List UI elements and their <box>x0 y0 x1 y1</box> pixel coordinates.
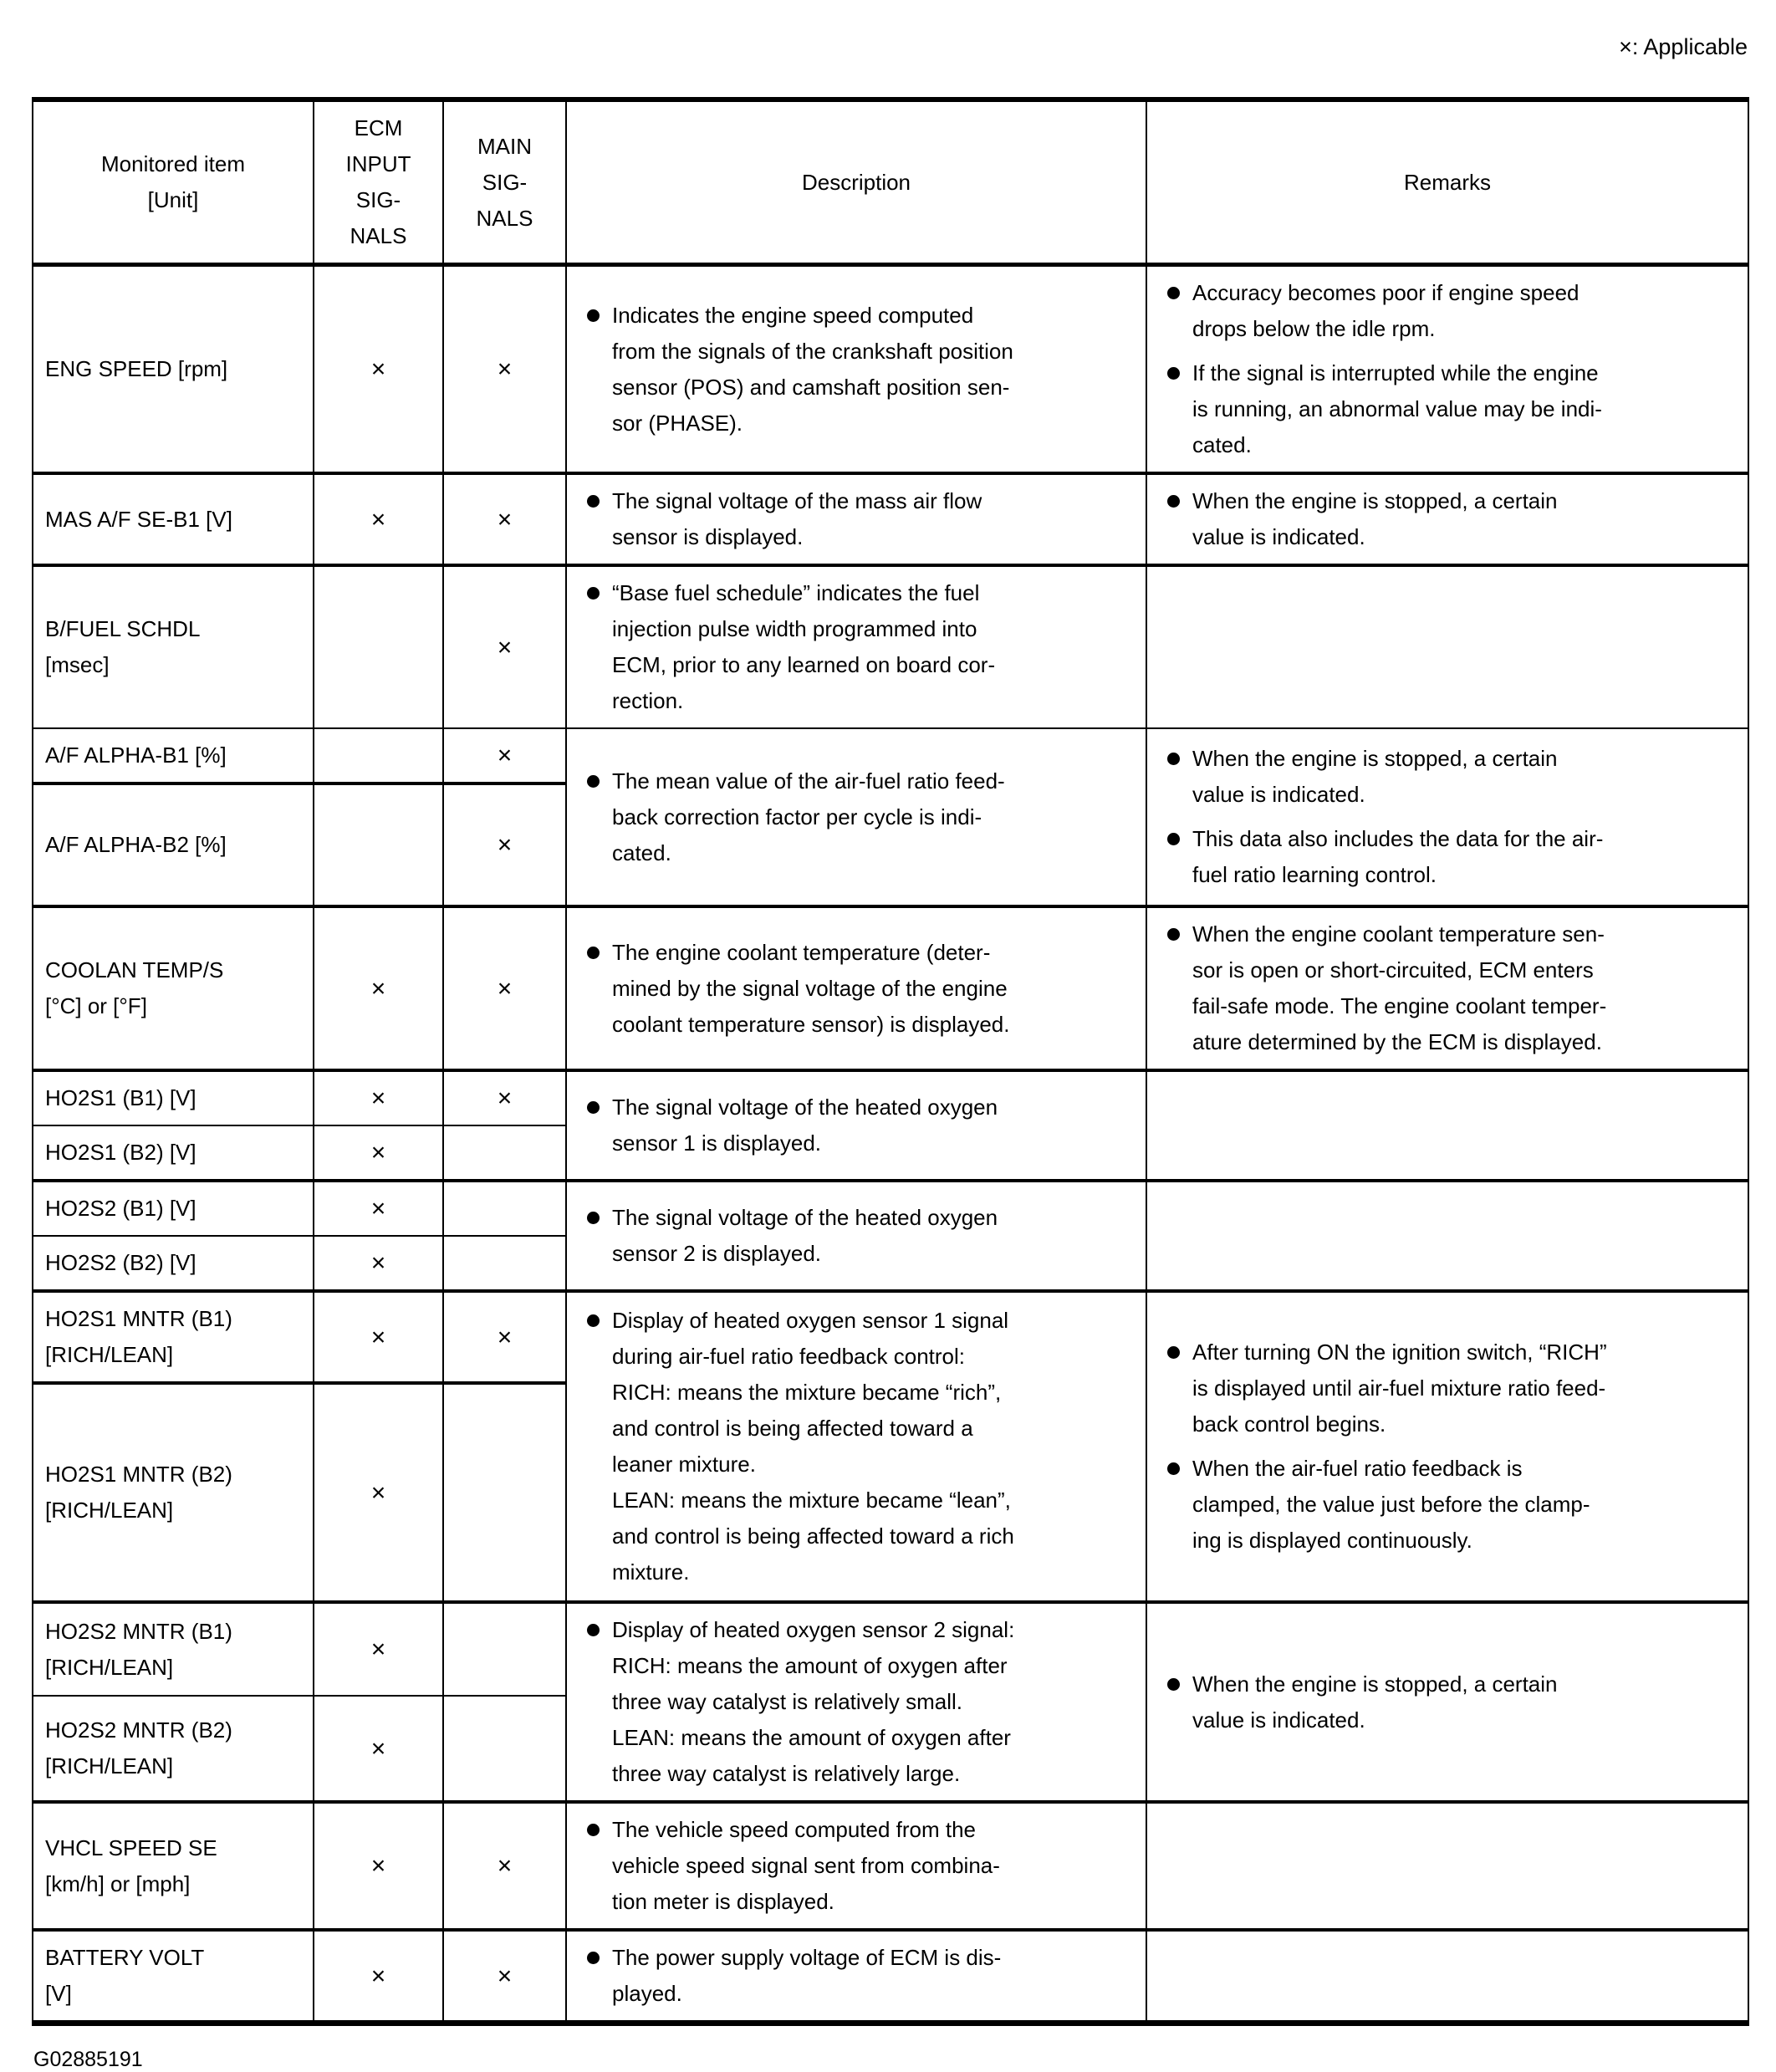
ecm-input-signal-cell: × <box>314 1930 443 2024</box>
main-signal-cell: × <box>443 1070 566 1125</box>
ecm-input-signal-cell: × <box>314 1696 443 1802</box>
bullet-item <box>1167 741 1736 813</box>
main-signal-cell <box>443 1125 566 1181</box>
bullet-text: Indicates the engine speed computed from the signals of the crankshaft position sensor (POS) and camshaft position sen- sor (PHASE). <box>612 302 1013 436</box>
remarks-cell <box>1146 1181 1748 1291</box>
main-signal-cell <box>443 1383 566 1602</box>
remarks-cell <box>1146 1930 1748 2024</box>
remarks-cell <box>1146 473 1748 565</box>
bullet-icon <box>1167 287 1180 299</box>
bullet-item <box>587 935 1134 1043</box>
bullet-item <box>587 298 1134 441</box>
table-row <box>33 565 1748 728</box>
description-cell <box>566 1930 1146 2024</box>
monitored-item-cell: HO2S2 MNTR (B1) [RICH/LEAN] <box>33 1602 314 1696</box>
table-row <box>33 1291 1748 1383</box>
remarks-cell <box>1146 728 1748 906</box>
bullet-icon <box>1167 1346 1180 1359</box>
bullet-icon <box>587 947 600 959</box>
monitored-item-cell: HO2S2 MNTR (B2) [RICH/LEAN] <box>33 1696 314 1802</box>
table-row <box>33 1181 1748 1236</box>
bullet-text: This data also includes the data for the air- fuel ratio learning control. <box>1192 826 1604 887</box>
main-signal-cell <box>443 1236 566 1291</box>
bullet-icon <box>1167 833 1180 845</box>
main-signal-cell: × <box>443 1291 566 1383</box>
table-header <box>33 100 1748 265</box>
bullet-icon <box>587 775 600 788</box>
bullet-text: The power supply voltage of ECM is dis- played. <box>612 1945 1002 2006</box>
ecm-input-signal-cell: × <box>314 906 443 1070</box>
monitored-item-cell: VHCL SPEED SE [km/h] or [mph] <box>33 1802 314 1930</box>
remarks-cell <box>1146 1070 1748 1181</box>
bullet-icon <box>1167 1678 1180 1691</box>
remarks-cell <box>1146 265 1748 474</box>
bullet-item <box>587 1090 1134 1161</box>
bullet-text: The signal voltage of the heated oxygen sensor 2 is displayed. <box>612 1205 998 1266</box>
column-header-ecm-input-signals: ECM INPUT SIG- NALS <box>314 100 443 265</box>
main-signal-cell: × <box>443 265 566 474</box>
header-row <box>33 100 1748 265</box>
ecm-input-signal-cell: × <box>314 1383 443 1602</box>
ecm-input-signal-cell <box>314 728 443 783</box>
remarks-cell <box>1146 1802 1748 1930</box>
bullet-item <box>587 575 1134 719</box>
remarks-cell <box>1146 1602 1748 1802</box>
table-row <box>33 728 1748 783</box>
monitored-item-cell: B/FUEL SCHDL [msec] <box>33 565 314 728</box>
bullet-item <box>587 763 1134 871</box>
bullet-text: Display of heated oxygen sensor 1 signal during air-fuel ratio feedback control: RICH: means the mixture became “rich”, and control is being affected toward a leaner mixture. LEAN: means the mixture became “lean”, and control is being affected toward a rich mixture. <box>612 1308 1014 1585</box>
bullet-icon <box>1167 367 1180 380</box>
bullet-item <box>1167 1666 1736 1738</box>
ecm-input-signal-cell: × <box>314 1602 443 1696</box>
table-row <box>33 473 1748 565</box>
main-signal-cell: × <box>443 1930 566 2024</box>
monitored-item-cell: HO2S1 MNTR (B1) [RICH/LEAN] <box>33 1291 314 1383</box>
bullet-text: Accuracy becomes poor if engine speed drops below the idle rpm. <box>1192 280 1580 341</box>
description-cell <box>566 1802 1146 1930</box>
bullet-item <box>587 1940 1134 2012</box>
applicable-note: ×: Applicable <box>1619 34 1748 59</box>
main-signal-cell <box>443 1696 566 1802</box>
description-cell <box>566 906 1146 1070</box>
bullet-icon <box>587 1624 600 1636</box>
bullet-icon <box>587 587 600 600</box>
monitored-item-cell: MAS A/F SE-B1 [V] <box>33 473 314 565</box>
bullet-text: The engine coolant temperature (deter- mined by the signal voltage of the engine coolant temperature sensor) is displayed. <box>612 939 1010 1037</box>
monitored-item-cell: A/F ALPHA-B2 [%] <box>33 783 314 906</box>
bullet-item <box>1167 1335 1736 1442</box>
main-signal-cell: × <box>443 565 566 728</box>
monitored-items-table <box>32 97 1749 2026</box>
main-signal-cell: × <box>443 728 566 783</box>
bullet-text: After turning ON the ignition switch, “RICH” is displayed until air-fuel mixture ratio feed- back control begins. <box>1192 1340 1607 1437</box>
bullet-text: The mean value of the air-fuel ratio feed- back correction factor per cycle is indi- cated. <box>612 768 1005 865</box>
monitored-item-cell: ENG SPEED [rpm] <box>33 265 314 474</box>
table-body <box>33 265 1748 2024</box>
monitored-item-cell: HO2S1 MNTR (B2) [RICH/LEAN] <box>33 1383 314 1602</box>
bullet-text: When the engine is stopped, a certain value is indicated. <box>1192 488 1558 549</box>
bullet-item <box>587 1200 1134 1272</box>
ecm-input-signal-cell <box>314 565 443 728</box>
main-signal-cell: × <box>443 906 566 1070</box>
column-header-description: Description <box>566 100 1146 265</box>
bullet-icon <box>1167 495 1180 508</box>
main-signal-cell: × <box>443 1802 566 1930</box>
monitored-item-cell: HO2S1 (B1) [V] <box>33 1070 314 1125</box>
column-header-monitored-item: Monitored item [Unit] <box>33 100 314 265</box>
description-cell <box>566 728 1146 906</box>
bullet-item <box>587 483 1134 555</box>
figure-id: G02885191 <box>33 2048 143 2071</box>
table-row <box>33 906 1748 1070</box>
table-row <box>33 1930 1748 2024</box>
description-cell <box>566 1181 1146 1291</box>
table-row <box>33 1602 1748 1696</box>
bullet-text: When the engine is stopped, a certain value is indicated. <box>1192 746 1558 807</box>
bullet-item <box>1167 916 1736 1060</box>
ecm-input-signal-cell: × <box>314 1125 443 1181</box>
bullet-icon <box>587 1212 600 1224</box>
remarks-cell <box>1146 906 1748 1070</box>
bullet-item <box>587 1812 1134 1920</box>
bullet-text: If the signal is interrupted while the engine is running, an abnormal value may be indi- cated. <box>1192 360 1602 457</box>
description-cell <box>566 473 1146 565</box>
bullet-text: When the air-fuel ratio feedback is clamped, the value just before the clamp- ing is displayed continuously. <box>1192 1456 1590 1553</box>
description-cell <box>566 1070 1146 1181</box>
ecm-input-signal-cell: × <box>314 1291 443 1383</box>
ecm-input-signal-cell: × <box>314 1236 443 1291</box>
bullet-icon <box>587 495 600 508</box>
monitored-item-cell: HO2S2 (B2) [V] <box>33 1236 314 1291</box>
remarks-cell <box>1146 1291 1748 1602</box>
description-cell <box>566 1291 1146 1602</box>
main-signal-cell: × <box>443 473 566 565</box>
monitored-item-cell: HO2S1 (B2) [V] <box>33 1125 314 1181</box>
bullet-icon <box>587 309 600 322</box>
main-signal-cell <box>443 1602 566 1696</box>
main-signal-cell <box>443 1181 566 1236</box>
monitored-item-cell: A/F ALPHA-B1 [%] <box>33 728 314 783</box>
bullet-icon <box>587 1314 600 1327</box>
ecm-input-signal-cell: × <box>314 473 443 565</box>
bullet-item <box>1167 483 1736 555</box>
bullet-text: “Base fuel schedule” indicates the fuel injection pulse width programmed into ECM, prior to any learned on board cor- rection. <box>612 580 996 713</box>
ecm-input-signal-cell <box>314 783 443 906</box>
bullet-text: The signal voltage of the mass air flow sensor is displayed. <box>612 488 982 549</box>
ecm-input-signal-cell: × <box>314 1070 443 1125</box>
bullet-item <box>1167 1451 1736 1559</box>
main-signal-cell: × <box>443 783 566 906</box>
bullet-text: When the engine coolant temperature sen- sor is open or short-circuited, ECM enters fail-safe mode. The engine coolant temper- ature determined by the ECM is displayed. <box>1192 921 1607 1054</box>
ecm-input-signal-cell: × <box>314 1181 443 1236</box>
bullet-item <box>1167 821 1736 893</box>
description-cell <box>566 565 1146 728</box>
column-header-remarks: Remarks <box>1146 100 1748 265</box>
monitored-item-cell: COOLAN TEMP/S [°C] or [°F] <box>33 906 314 1070</box>
ecm-input-signal-cell: × <box>314 265 443 474</box>
remarks-cell <box>1146 565 1748 728</box>
description-cell <box>566 265 1146 474</box>
ecm-input-signal-cell: × <box>314 1802 443 1930</box>
bullet-icon <box>1167 928 1180 941</box>
bullet-icon <box>1167 1462 1180 1475</box>
bullet-item <box>1167 355 1736 463</box>
column-header-main-signals: MAIN SIG- NALS <box>443 100 566 265</box>
monitored-item-cell: BATTERY VOLT [V] <box>45 1945 205 2006</box>
table-row <box>33 1802 1748 1930</box>
bullet-item <box>587 1303 1134 1590</box>
table-row <box>33 1070 1748 1125</box>
bullet-icon <box>587 1824 600 1836</box>
table-row <box>33 265 1748 474</box>
bullet-icon <box>587 1952 600 1964</box>
bullet-icon <box>587 1101 600 1114</box>
bullet-icon <box>1167 753 1180 765</box>
bullet-text: When the engine is stopped, a certain value is indicated. <box>1192 1671 1558 1733</box>
bullet-item <box>587 1612 1134 1792</box>
bullet-text: The signal voltage of the heated oxygen sensor 1 is displayed. <box>612 1095 998 1156</box>
description-cell <box>566 1602 1146 1802</box>
bullet-item <box>1167 275 1736 347</box>
bullet-text: Display of heated oxygen sensor 2 signal: RICH: means the amount of oxygen after three way catalyst is relatively small. LEAN: means the amount of oxygen after three way catalyst is relatively large. <box>612 1617 1015 1786</box>
bullet-text: The vehicle speed computed from the vehicle speed signal sent from combina- tion meter is displayed. <box>612 1817 1000 1914</box>
monitored-item-cell: HO2S2 (B1) [V] <box>33 1181 314 1236</box>
